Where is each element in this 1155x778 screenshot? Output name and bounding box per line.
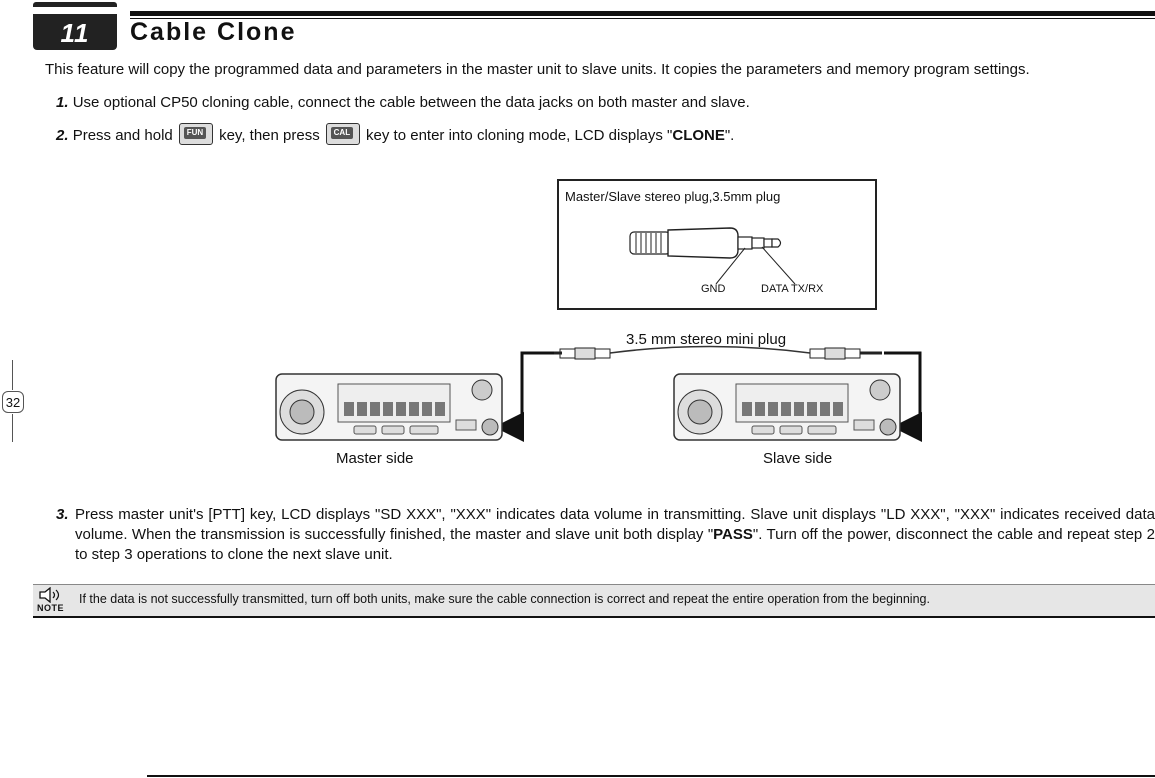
- step-2-text-a: Press and hold: [72, 127, 177, 144]
- fun-key-label: FUN: [184, 127, 206, 139]
- page-number: 32: [2, 391, 24, 413]
- stereo-plug-illustration: [620, 222, 800, 292]
- step-2-text-d: ".: [724, 127, 735, 144]
- cable-connection-diagram: [270, 340, 940, 450]
- footer-rule: [147, 775, 1155, 777]
- step-1-text: Use optional CP50 cloning cable, connect the cable between the data jacks on both master and slave.: [72, 94, 750, 111]
- gnd-label: GND: [701, 283, 726, 295]
- step-3: [56, 505, 1155, 563]
- step-1: [56, 93, 1155, 113]
- header-rule-thick: [130, 11, 1155, 16]
- master-radio-illustration: [276, 374, 502, 440]
- intro-paragraph: This feature will copy the programmed data and parameters in the master unit to slave units. It copies the parameters and memory program settings.: [45, 61, 1030, 78]
- fun-key-icon: [179, 123, 213, 145]
- step-2-text-c: key to enter into cloning mode, LCD displays ": [361, 127, 673, 144]
- data-txrx-label: DATA TX/RX: [761, 283, 824, 295]
- step-2-number: 2.: [56, 127, 69, 144]
- step-1-number: 1.: [56, 94, 69, 111]
- step-3-body: [75, 505, 1155, 565]
- step-3-number: 3.: [56, 506, 69, 523]
- slave-side-label: Slave side: [763, 450, 833, 467]
- cable-title: 3.5 mm stereo mini plug: [626, 331, 787, 348]
- step-2: [56, 123, 1155, 146]
- section-number-badge: [33, 2, 117, 48]
- step-3-text-a: Press master unit's [PTT] key, LCD displays "SD XXX", "XXX" indicates data volume in transmitting. Slave unit displays "LD XXX", "XXX" indicates received data volume. When the transmission is successfully finished, the master and slave unit both display ": [75, 506, 1155, 543]
- step-3-text-b: ". Turn off the power, disconnect the cable and repeat step 2 to step 3 operations to clone the next slave unit.: [75, 526, 1155, 563]
- cal-key-label: CAL: [331, 127, 353, 139]
- cal-key-icon: [326, 123, 360, 145]
- note-text: If the data is not successfully transmitted, turn off both units, make sure the cable connection is correct and repeat the entire operation from the beginning.: [79, 592, 930, 606]
- step-2-text-b: key, then press: [214, 127, 324, 144]
- slave-radio-illustration: [674, 374, 900, 440]
- section-number: 11: [60, 18, 90, 48]
- speaker-icon: [38, 587, 64, 603]
- plug-caption: Master/Slave stereo plug,3.5mm plug: [565, 189, 781, 204]
- section-title: Cable Clone: [130, 18, 297, 46]
- note-label: NOTE: [37, 603, 65, 613]
- page-number-rule-bottom: [12, 414, 13, 442]
- page-number-rule-top: [12, 360, 13, 390]
- step-3-pass-word: PASS: [713, 526, 753, 543]
- master-side-label: Master side: [336, 450, 414, 467]
- step-2-clone-word: CLONE: [672, 127, 725, 144]
